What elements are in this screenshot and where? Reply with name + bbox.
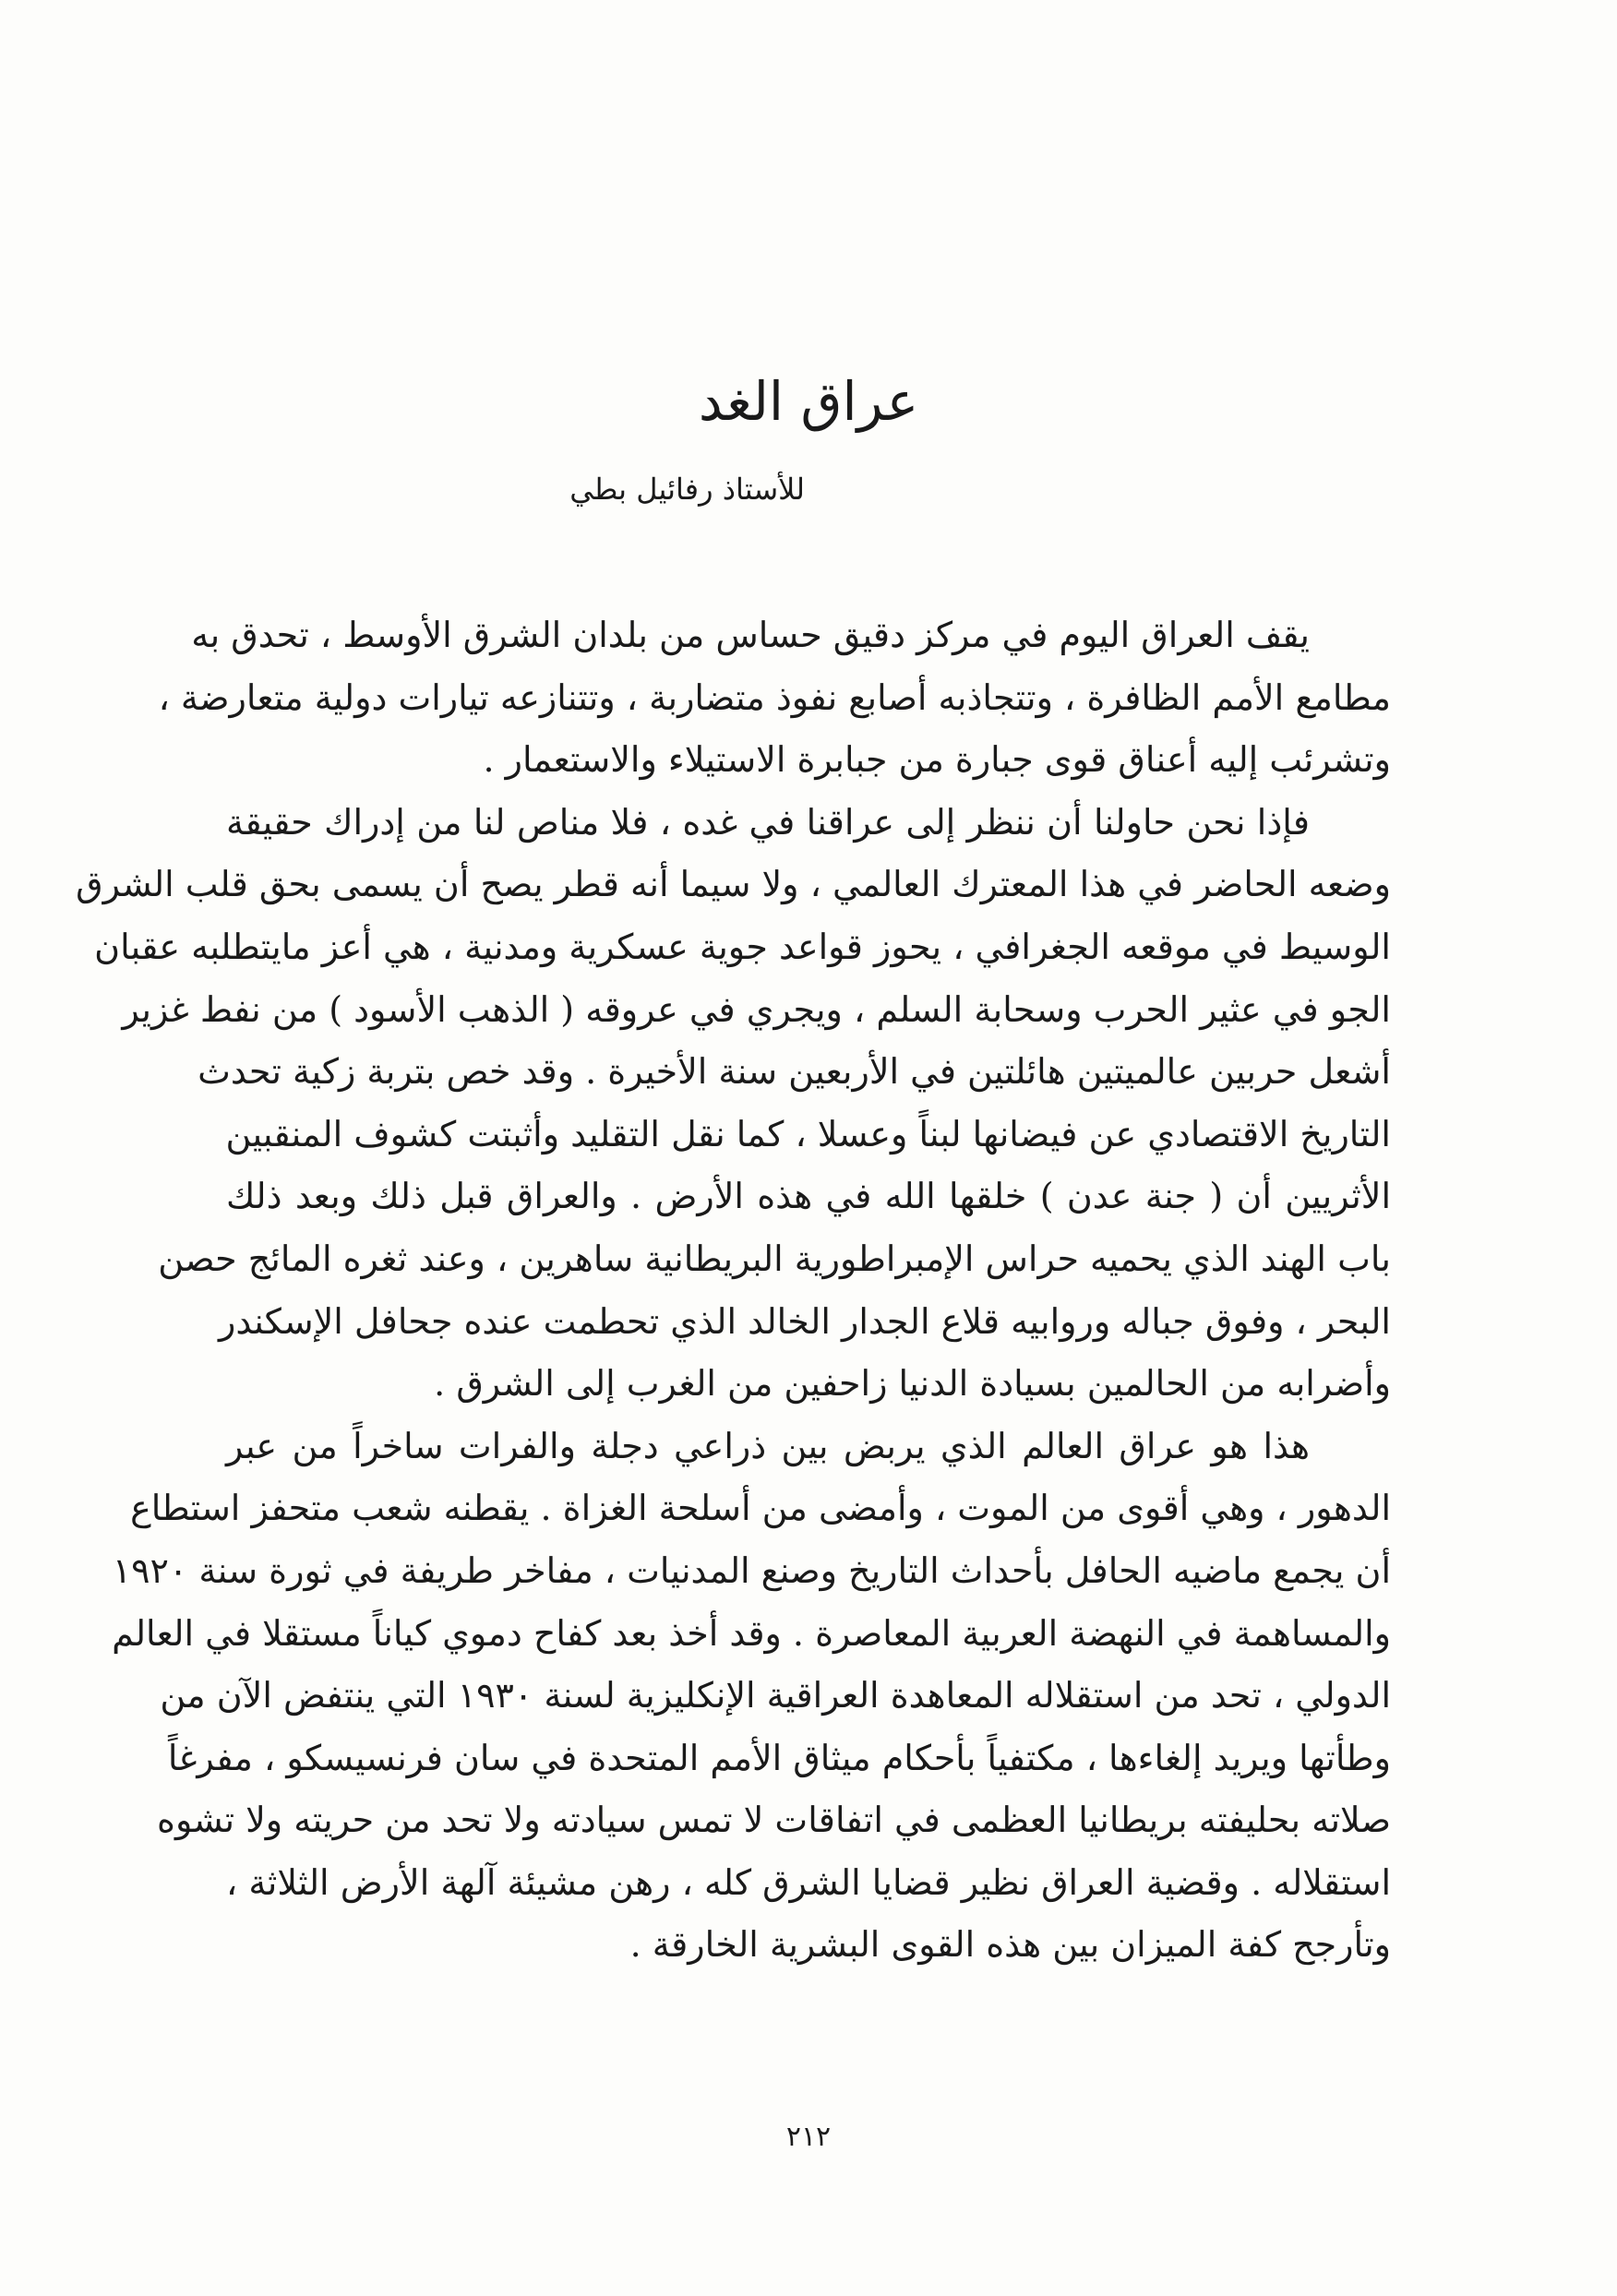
text-line: هذا هو عراق العالم الذي يربض بين ذراعي دجلة والفرات ساخراً من عبر — [226, 1425, 1310, 1466]
text-line: وضعه الحاضر في هذا المعترك العالمي ، ولا سيما أنه قطر يصح أن يسمى بحق قلب الشرق — [76, 864, 1391, 905]
text-line: وتأرجح كفة الميزان بين هذه القوى البشرية الخارقة . — [629, 1924, 1391, 1966]
text-line: الوسيط في موقعه الجغرافي ، يحوز قواعد جوية عسكرية ومدنية ، هي أعز مايتطلبه عقبان — [94, 926, 1391, 967]
text-line: صلاته بحليفته بريطانيا العظمى في اتفاقات لا تمس سيادته ولا تحد من حريته ولا تشوه — [157, 1800, 1391, 1841]
text-line: أشعل حربين عالميتين هائلتين في الأربعين سنة الأخيرة . وقد خص بتربة زكية تحدث — [198, 1051, 1391, 1093]
paragraph-2 — [76, 792, 1391, 1416]
article-title: عراق الغد — [698, 370, 919, 433]
text-line: مطامع الأمم الظافرة ، وتتجاذبه أصابع نفوذ متضاربة ، وتتنازعه تيارات دولية متعارضة ، — [158, 676, 1391, 718]
text-line: الدهور ، وهي أقوى من الموت ، وأمضى من أسلحة الغزاة . يقطنه شعب متحفز استطاع — [130, 1488, 1391, 1529]
text-line: استقلاله . وقضية العراق نظير قضايا الشرق كله ، رهن مشيئة آلهة الأرض الثلاثة ، — [226, 1861, 1391, 1903]
text-line: أن يجمع ماضيه الحافل بأحداث التاريخ وصنع المدنيات ، مفاخر طريفة في ثورة سنة ١٩٢٠ — [112, 1549, 1391, 1591]
article-author: للأستاذ رفائيل بطي — [569, 472, 805, 507]
text-line: يقف العراق اليوم في مركز دقيق حساس من بلدان الشرق الأوسط ، تحدق به — [191, 615, 1310, 655]
text-line: الجو في عثير الحرب وسحابة السلم ، ويجري في عروقه ( الذهب الأسود ) من نفط غزير — [122, 988, 1391, 1030]
text-line: التاريخ الاقتصادي عن فيضانها لبناً وعسلا ، كما نقل التقليد وأثبتت كشوف المنقبين — [225, 1113, 1391, 1154]
text-line: وطأتها ويريد إلغاءها ، مكتفياً بأحكام ميثاق الأمم المتحدة في سان فرنسيسكو ، مفرغاً — [167, 1737, 1391, 1778]
text-line: وتشرئب إليه أعناق قوى جبارة من جبابرة الاستيلاء والاستعمار . — [483, 739, 1391, 781]
article-body — [76, 604, 1391, 1977]
text-line: الأثريين أن ( جنة عدن ) خلقها الله في هذه الأرض . والعراق قبل ذلك وبعد ذلك — [226, 1176, 1391, 1217]
paragraph-3 — [112, 1416, 1391, 1977]
paragraph-1 — [158, 604, 1391, 792]
text-line: وأضرابه من الحالمين بسيادة الدنيا زاحفين من الغرب إلى الشرق . — [434, 1363, 1391, 1405]
text-line: والمساهمة في النهضة العربية المعاصرة . وقد أخذ بعد كفاح دموي كياناً مستقلا في العالم — [112, 1612, 1391, 1654]
page-number: ٢١٢ — [785, 2121, 832, 2153]
text-line: فإذا نحن حاولنا أن ننظر إلى عراقنا في غده ، فلا مناص لنا من إدراك حقيقة — [226, 801, 1310, 843]
text-line: البحر ، وفوق جباله وروابيه قلاع الجدار الخالد الذي تحطمت عنده جحافل الإسكندر — [219, 1300, 1391, 1342]
text-line: باب الهند الذي يحميه حراس الإمبراطورية البريطانية ساهرين ، وعند ثغره المائج حصن — [158, 1238, 1391, 1279]
text-line: الدولي ، تحد من استقلاله المعاهدة العراقية الإنكليزية لسنة ١٩٣٠ التي ينتفض الآن من — [160, 1675, 1391, 1716]
